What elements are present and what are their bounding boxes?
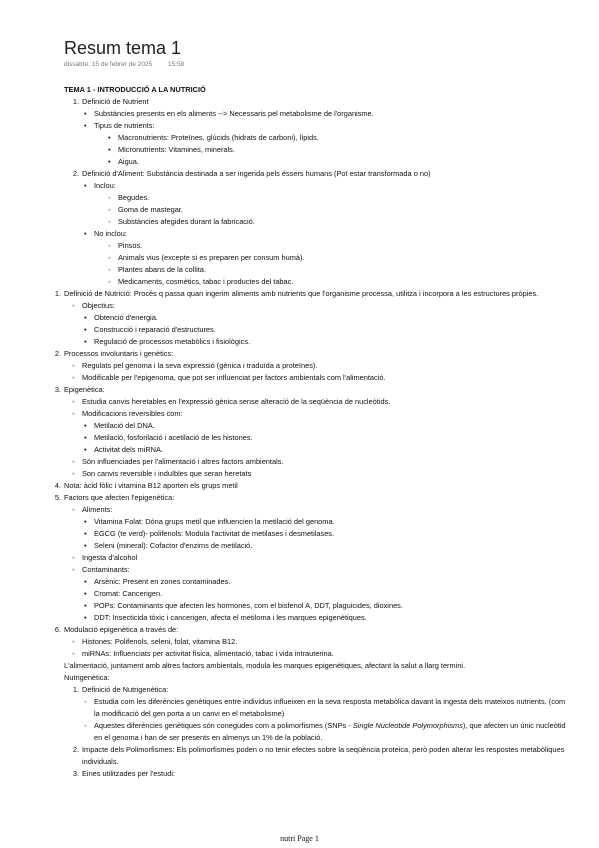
bullet-marker xyxy=(84,588,87,600)
outline-text: Estudia canvis heretables en l'expressió gènica sense alteració de la seqüència de nucleòtids. xyxy=(82,397,391,406)
outline-text: Aliments: xyxy=(82,505,113,514)
outline-item xyxy=(64,672,569,684)
bullet-marker xyxy=(84,420,87,432)
outline-item xyxy=(54,624,569,636)
outline-item xyxy=(64,552,569,564)
outline-text: Impacte dels Polimorfismes: Els polimorfismes poden o no tenir efectes sobre la seqüència proteica, però poden alterar les respostes metabòliques individuals. xyxy=(82,745,565,766)
bullet-marker xyxy=(72,648,75,660)
page-footer: nutri Page 1 xyxy=(280,834,319,843)
bullet-marker xyxy=(72,504,75,516)
outline-text: Animals vius (excepte si es preparen per consum humà). xyxy=(118,253,305,262)
bullet-marker xyxy=(84,528,87,540)
outline-text: Goma de mastegar. xyxy=(118,205,183,214)
bullet-marker xyxy=(108,144,111,156)
outline-text: Seleni (mineral): Cofactor d'enzims de metilació. xyxy=(94,541,253,550)
outline-text: miRNAs: Influenciats per activitat física, alimentació, tabac i vida intrauterina. xyxy=(82,649,334,658)
outline-text: TEMA 1 - INTRODUCCIÓ A LA NUTRICIÓ xyxy=(64,85,206,94)
outline-text: Substàncies afegides durant la fabricació. xyxy=(118,217,255,226)
outline-item xyxy=(64,432,569,444)
outline-item xyxy=(64,300,569,312)
outline-item xyxy=(64,396,569,408)
outline-item xyxy=(64,420,569,432)
outline-item xyxy=(64,360,569,372)
bullet-marker xyxy=(84,516,87,528)
bullet-marker xyxy=(108,264,111,276)
outline-item xyxy=(64,216,569,228)
bullet-marker xyxy=(84,600,87,612)
outline-text: Vitamina Folat: Dóna grups metil que influencien la metilació del genoma. xyxy=(94,517,335,526)
outline-text: Modulació epigenètica a través de: xyxy=(64,625,179,634)
outline-text: Medicaments, cosmètics, tabac i productes del tabac. xyxy=(118,277,294,286)
outline-text: Epigenètica: xyxy=(64,385,105,394)
outline-item xyxy=(64,516,569,528)
outline-item xyxy=(64,120,569,132)
list-number: 3. xyxy=(72,769,79,778)
outline-text: Objectius: xyxy=(82,301,115,310)
outline-item xyxy=(64,168,569,180)
outline-text: Substàncies presents en els aliments --> Necessaris pel metabolisme de l'organisme. xyxy=(94,109,374,118)
outline-item xyxy=(54,480,569,492)
list-number: 5. xyxy=(54,493,61,502)
bullet-marker xyxy=(108,204,111,216)
bullet-marker xyxy=(84,444,87,456)
outline-text: Definició de Nutrició: Procés q passa quan ingerim aliments amb nutrients que l'organisme processa, utilitza i incorpora a les estructures pròpies. xyxy=(64,289,539,298)
outline-text: Plantes abans de la collita. xyxy=(118,265,206,274)
outline-text: Aigua. xyxy=(118,157,139,166)
outline-item xyxy=(64,264,569,276)
outline-text: Son canvis reversible i induïbles que seran heretats xyxy=(82,469,252,478)
outline-item xyxy=(64,444,569,456)
outline-item xyxy=(64,84,569,96)
bullet-marker xyxy=(108,216,111,228)
list-number: 1. xyxy=(72,685,79,694)
bullet-marker xyxy=(108,132,111,144)
outline-text: Modificable per l'epigenoma, que pot ser influenciat per factors ambientals com l'alimentació. xyxy=(82,373,386,382)
bullet-marker xyxy=(84,432,87,444)
note-date: dissabte, 15 de febrer de 2025 xyxy=(64,61,153,68)
outline-item xyxy=(64,156,569,168)
outline-text: Aquestes diferències genètiques són conegudes com a polimorfismes (SNPs - xyxy=(94,721,353,730)
outline-item xyxy=(64,696,569,720)
outline-text: Nutrigenètica: xyxy=(64,673,110,682)
bullet-marker xyxy=(72,552,75,564)
bullet-marker xyxy=(84,108,87,120)
outline-item xyxy=(64,336,569,348)
outline-text: Metilació, fosforilació i acetilació de les histones. xyxy=(94,433,253,442)
list-number: 4. xyxy=(54,481,61,490)
outline-item xyxy=(64,204,569,216)
outline-item xyxy=(64,720,569,744)
list-number: 1. xyxy=(54,289,61,298)
outline-text: Macronutrients: Proteïnes, glúcids (hidrats de carboni), lípids. xyxy=(118,133,319,142)
outline-text: DDT: Insecticida tòxic i cancerigen, afecta el metiloma i les marques epigenètiques. xyxy=(94,613,367,622)
outline-text: Activitat dels miRNA. xyxy=(94,445,163,454)
outline-item xyxy=(64,108,569,120)
outline-text: Definició de Nutrigenètica: xyxy=(82,685,169,694)
outline-text: Construcció i reparació d'estructures. xyxy=(94,325,216,334)
outline-text: Inclou: xyxy=(94,181,116,190)
outline-text: Cromat: Cancerigen. xyxy=(94,589,163,598)
outline-item xyxy=(64,612,569,624)
bullet-marker xyxy=(84,336,87,348)
outline-item xyxy=(54,492,569,504)
outline-item xyxy=(64,228,569,240)
outline-item xyxy=(64,324,569,336)
outline-text: Nota: àcid fòlic i vitamina B12 aporten els grups metil xyxy=(64,481,238,490)
outline-item xyxy=(64,312,569,324)
outline-text: Modificacions reversibles com: xyxy=(82,409,183,418)
outline-text: Són influenciades per l'alimentació i altres factors ambientals. xyxy=(82,457,284,466)
outline-text: Ingesta d'alcohol xyxy=(82,553,138,562)
outline-text: EGCG (te verd)- polifenols: Modula l'activitat de metilases i desmetilases. xyxy=(94,529,335,538)
bullet-marker xyxy=(84,720,87,732)
outline-text: Eines utilitzades per l'estudi: xyxy=(82,769,176,778)
bullet-marker xyxy=(108,252,111,264)
outline-text: Pinsos. xyxy=(118,241,143,250)
bullet-marker xyxy=(84,120,87,132)
bullet-marker xyxy=(84,324,87,336)
outline-text: Arsènic: Present en zones contaminades. xyxy=(94,577,231,586)
bullet-marker xyxy=(72,636,75,648)
outline-item xyxy=(64,180,569,192)
outline-text: Obtenció d'energia. xyxy=(94,313,158,322)
note-meta xyxy=(64,61,184,68)
bullet-marker xyxy=(84,180,87,192)
list-number: 1. xyxy=(72,97,79,106)
bullet-marker xyxy=(72,468,75,480)
bullet-marker xyxy=(72,300,75,312)
outline-item xyxy=(64,684,569,696)
outline-item xyxy=(64,192,569,204)
bullet-marker xyxy=(72,408,75,420)
note-body xyxy=(54,84,569,780)
outline-item xyxy=(64,540,569,552)
outline-item xyxy=(64,252,569,264)
outline-text: Regulats pel genoma i la seva expressió (gènica i traduïda a proteïnes). xyxy=(82,361,318,370)
bullet-marker xyxy=(72,360,75,372)
outline-text: POPs: Contaminants que afecten les hormones, com el bisfenol A, DDT, plaguicides, dioxines. xyxy=(94,601,403,610)
outline-item xyxy=(64,636,569,648)
outline-item xyxy=(64,600,569,612)
outline-item xyxy=(64,240,569,252)
outline-text: Micronutrients: Vitamines, minerals. xyxy=(118,145,235,154)
outline-text: Regulació de processos metabòlics i fisiològics. xyxy=(94,337,251,346)
bullet-marker xyxy=(72,396,75,408)
list-number: 6. xyxy=(54,625,61,634)
outline-item xyxy=(64,660,569,672)
outline-item xyxy=(64,456,569,468)
outline-text: Estudia com les diferències genètiques entre individus influeixen en la seva resposta metabòlica davant la ingesta dels mateixos nutrients. (com la modificació del gen porta a un canvi en el metabolisme) xyxy=(94,697,566,718)
list-number: 3. xyxy=(54,385,61,394)
outline-text: Tipus de nutrients: xyxy=(94,121,155,130)
outline-text: No inclou: xyxy=(94,229,127,238)
outline-text: Factors que afecten l'epigenètica: xyxy=(64,493,175,502)
outline-text: Contaminants: xyxy=(82,565,130,574)
bullet-marker xyxy=(84,612,87,624)
outline-item xyxy=(64,132,569,144)
outline-text: L'alimentació, juntament amb altres factors ambientals, modula les marques epigenètiques, afectant la salut a llarg termini. xyxy=(64,661,466,670)
outline-item xyxy=(64,588,569,600)
list-number: 2. xyxy=(54,349,61,358)
outline-item xyxy=(64,408,569,420)
outline-item xyxy=(54,348,569,360)
outline-item xyxy=(64,372,569,384)
bullet-marker xyxy=(84,696,87,708)
outline-item xyxy=(54,288,569,300)
bullet-marker xyxy=(108,156,111,168)
outline-text: Metilació del DNA. xyxy=(94,421,155,430)
outline-item xyxy=(64,96,569,108)
list-number: 2. xyxy=(72,745,79,754)
outline-item xyxy=(64,768,569,780)
outline-text: Definició de Nutrient xyxy=(82,97,149,106)
outline-item xyxy=(64,144,569,156)
outline-item xyxy=(64,648,569,660)
outline-text: Histones: Polifenols, seleni, folat, vitamina B12. xyxy=(82,637,238,646)
bullet-marker xyxy=(108,192,111,204)
bullet-marker xyxy=(84,228,87,240)
outline-text: Processos involuntaris i genètics: xyxy=(64,349,174,358)
outline-item xyxy=(64,528,569,540)
outline-item xyxy=(64,744,569,768)
bullet-marker xyxy=(84,312,87,324)
bullet-marker xyxy=(108,276,111,288)
bullet-marker xyxy=(108,240,111,252)
bullet-marker xyxy=(84,540,87,552)
bullet-marker xyxy=(84,576,87,588)
note-time: 15:58 xyxy=(168,61,185,68)
outline-item xyxy=(64,468,569,480)
page-title: Resum tema 1 xyxy=(64,38,182,58)
list-number: 2. xyxy=(72,169,79,178)
bullet-marker xyxy=(72,564,75,576)
outline-item xyxy=(64,564,569,576)
outline-item xyxy=(64,576,569,588)
outline-text: ), que afecten un únic nucleòtid en el genoma i han de ser presents en almenys un 1% de la població. xyxy=(94,721,566,742)
outline-text: Definició d'Aliment: Substància destinada a ser ingerida pels éssers humans (Pot estar transformada o no) xyxy=(82,169,431,178)
outline-text-italic: Single Nucleotide Polymorphisms xyxy=(352,721,463,730)
outline-item xyxy=(64,276,569,288)
outline-item xyxy=(64,504,569,516)
bullet-marker xyxy=(72,372,75,384)
bullet-marker xyxy=(72,456,75,468)
outline-text: Begudes. xyxy=(118,193,150,202)
outline-item xyxy=(54,384,569,396)
